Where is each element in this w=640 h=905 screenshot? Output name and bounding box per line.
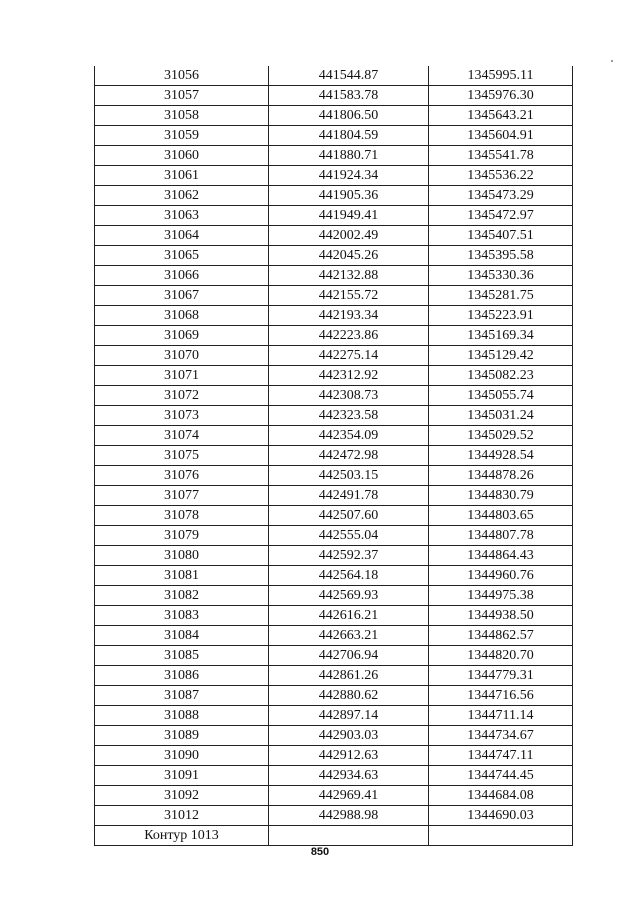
x-coordinate-cell: 441544.87 — [269, 66, 429, 86]
point-number-cell: 31074 — [95, 426, 269, 446]
point-number-cell: 31061 — [95, 166, 269, 186]
table-row — [95, 326, 573, 346]
y-coordinate-cell: 1344684.08 — [429, 786, 573, 806]
point-number-cell: 31090 — [95, 746, 269, 766]
y-coordinate-cell: 1345129.42 — [429, 346, 573, 366]
x-coordinate-cell: 442193.34 — [269, 306, 429, 326]
x-coordinate-cell: 441583.78 — [269, 86, 429, 106]
x-coordinate-cell: 442592.37 — [269, 546, 429, 566]
x-coordinate-cell: 442861.26 — [269, 666, 429, 686]
point-number-cell: 31083 — [95, 606, 269, 626]
x-coordinate-cell: 442969.41 — [269, 786, 429, 806]
y-coordinate-cell: 1344690.03 — [429, 806, 573, 826]
y-coordinate-cell: 1344779.31 — [429, 666, 573, 686]
page-number: 850 — [310, 846, 330, 858]
table-row — [95, 606, 573, 626]
point-number-cell: 31070 — [95, 346, 269, 366]
x-coordinate-cell: 442132.88 — [269, 266, 429, 286]
table-row — [95, 706, 573, 726]
x-coordinate-cell: 442706.94 — [269, 646, 429, 666]
table-row — [95, 546, 573, 566]
y-coordinate-cell: 1344975.38 — [429, 586, 573, 606]
table-row — [95, 646, 573, 666]
y-coordinate-cell: 1344820.70 — [429, 646, 573, 666]
table-row — [95, 266, 573, 286]
y-coordinate-cell: 1344830.79 — [429, 486, 573, 506]
point-number-cell: 31075 — [95, 446, 269, 466]
table-row — [95, 126, 573, 146]
x-coordinate-cell: 442491.78 — [269, 486, 429, 506]
point-number-cell: 31056 — [95, 66, 269, 86]
x-coordinate-cell: 442503.15 — [269, 466, 429, 486]
table-row — [95, 106, 573, 126]
point-number-cell: 31063 — [95, 206, 269, 226]
table-row — [95, 226, 573, 246]
point-number-cell: 31081 — [95, 566, 269, 586]
point-number-cell: 31060 — [95, 146, 269, 166]
x-coordinate-cell: 442275.14 — [269, 346, 429, 366]
y-coordinate-cell: 1345472.97 — [429, 206, 573, 226]
point-number-cell: 31086 — [95, 666, 269, 686]
x-coordinate-cell: 441804.59 — [269, 126, 429, 146]
point-number-cell: 31079 — [95, 526, 269, 546]
coordinates-table — [94, 66, 573, 846]
y-coordinate-cell: 1345604.91 — [429, 126, 573, 146]
x-coordinate-cell: 442555.04 — [269, 526, 429, 546]
y-coordinate-cell: 1345395.58 — [429, 246, 573, 266]
table-row — [95, 486, 573, 506]
x-coordinate-cell: 442564.18 — [269, 566, 429, 586]
y-coordinate-cell: 1344878.26 — [429, 466, 573, 486]
table-row — [95, 766, 573, 786]
point-number-cell: 31066 — [95, 266, 269, 286]
x-coordinate-cell: 442312.92 — [269, 366, 429, 386]
table-row — [95, 306, 573, 326]
point-number-cell: 31069 — [95, 326, 269, 346]
y-coordinate-cell: 1344716.56 — [429, 686, 573, 706]
x-coordinate-cell: 442223.86 — [269, 326, 429, 346]
table-row — [95, 806, 573, 826]
point-number-cell: 31058 — [95, 106, 269, 126]
table-row — [95, 206, 573, 226]
point-number-cell: 31078 — [95, 506, 269, 526]
y-coordinate-cell — [429, 826, 573, 846]
point-number-cell: 31062 — [95, 186, 269, 206]
y-coordinate-cell: 1344864.43 — [429, 546, 573, 566]
point-number-cell: 31064 — [95, 226, 269, 246]
point-number-cell: 31087 — [95, 686, 269, 706]
y-coordinate-cell: 1345169.34 — [429, 326, 573, 346]
y-coordinate-cell: 1344960.76 — [429, 566, 573, 586]
x-coordinate-cell: 442569.93 — [269, 586, 429, 606]
table-row — [95, 146, 573, 166]
point-number-cell: 31059 — [95, 126, 269, 146]
point-number-cell: 31088 — [95, 706, 269, 726]
x-coordinate-cell: 442323.58 — [269, 406, 429, 426]
y-coordinate-cell: 1345223.91 — [429, 306, 573, 326]
table-row — [95, 86, 573, 106]
point-number-cell: 31068 — [95, 306, 269, 326]
y-coordinate-cell: 1345995.11 — [429, 66, 573, 86]
point-number-cell: 31082 — [95, 586, 269, 606]
y-coordinate-cell: 1345029.52 — [429, 426, 573, 446]
table-row — [95, 826, 573, 846]
point-number-cell: 31073 — [95, 406, 269, 426]
table-row — [95, 466, 573, 486]
y-coordinate-cell: 1344938.50 — [429, 606, 573, 626]
y-coordinate-cell: 1345976.30 — [429, 86, 573, 106]
table-row — [95, 166, 573, 186]
point-number-cell: 31091 — [95, 766, 269, 786]
table-row — [95, 406, 573, 426]
table-row — [95, 366, 573, 386]
table-row — [95, 286, 573, 306]
point-number-cell: 31089 — [95, 726, 269, 746]
table-row — [95, 446, 573, 466]
x-coordinate-cell: 441806.50 — [269, 106, 429, 126]
x-coordinate-cell: 441949.41 — [269, 206, 429, 226]
point-number-cell: 31092 — [95, 786, 269, 806]
x-coordinate-cell: 442155.72 — [269, 286, 429, 306]
table-row — [95, 426, 573, 446]
x-coordinate-cell: 442045.26 — [269, 246, 429, 266]
x-coordinate-cell — [269, 826, 429, 846]
y-coordinate-cell: 1345536.22 — [429, 166, 573, 186]
y-coordinate-cell: 1345407.51 — [429, 226, 573, 246]
table-row — [95, 386, 573, 406]
x-coordinate-cell: 442988.98 — [269, 806, 429, 826]
x-coordinate-cell: 442472.98 — [269, 446, 429, 466]
point-number-cell: 31072 — [95, 386, 269, 406]
table-row — [95, 666, 573, 686]
coordinates-table-body — [95, 66, 573, 846]
table-row — [95, 566, 573, 586]
y-coordinate-cell: 1345031.24 — [429, 406, 573, 426]
y-coordinate-cell: 1344734.67 — [429, 726, 573, 746]
scan-speck — [611, 60, 613, 62]
y-coordinate-cell: 1344711.14 — [429, 706, 573, 726]
x-coordinate-cell: 442880.62 — [269, 686, 429, 706]
point-number-cell: 31076 — [95, 466, 269, 486]
x-coordinate-cell: 441880.71 — [269, 146, 429, 166]
point-number-cell: 31012 — [95, 806, 269, 826]
x-coordinate-cell: 442002.49 — [269, 226, 429, 246]
table-row — [95, 186, 573, 206]
y-coordinate-cell: 1345643.21 — [429, 106, 573, 126]
x-coordinate-cell: 442616.21 — [269, 606, 429, 626]
table-row — [95, 786, 573, 806]
point-number-cell: 31071 — [95, 366, 269, 386]
table-row — [95, 526, 573, 546]
table-row — [95, 506, 573, 526]
table-row — [95, 686, 573, 706]
y-coordinate-cell: 1344807.78 — [429, 526, 573, 546]
y-coordinate-cell: 1345082.23 — [429, 366, 573, 386]
x-coordinate-cell: 442912.63 — [269, 746, 429, 766]
point-number-cell: 31080 — [95, 546, 269, 566]
x-coordinate-cell: 442934.63 — [269, 766, 429, 786]
table-row — [95, 626, 573, 646]
x-coordinate-cell: 442354.09 — [269, 426, 429, 446]
x-coordinate-cell: 442663.21 — [269, 626, 429, 646]
y-coordinate-cell: 1344744.45 — [429, 766, 573, 786]
point-number-cell: 31077 — [95, 486, 269, 506]
table-row — [95, 726, 573, 746]
table-row — [95, 246, 573, 266]
point-number-cell: 31084 — [95, 626, 269, 646]
y-coordinate-cell: 1344862.57 — [429, 626, 573, 646]
y-coordinate-cell: 1344928.54 — [429, 446, 573, 466]
x-coordinate-cell: 441924.34 — [269, 166, 429, 186]
table-row — [95, 346, 573, 366]
x-coordinate-cell: 442308.73 — [269, 386, 429, 406]
table-row — [95, 586, 573, 606]
y-coordinate-cell: 1345281.75 — [429, 286, 573, 306]
y-coordinate-cell: 1345330.36 — [429, 266, 573, 286]
x-coordinate-cell: 442903.03 — [269, 726, 429, 746]
point-number-cell: 31065 — [95, 246, 269, 266]
y-coordinate-cell: 1345473.29 — [429, 186, 573, 206]
point-number-cell: 31067 — [95, 286, 269, 306]
y-coordinate-cell: 1345055.74 — [429, 386, 573, 406]
x-coordinate-cell: 442507.60 — [269, 506, 429, 526]
y-coordinate-cell: 1344803.65 — [429, 506, 573, 526]
x-coordinate-cell: 442897.14 — [269, 706, 429, 726]
x-coordinate-cell: 441905.36 — [269, 186, 429, 206]
point-number-cell: 31085 — [95, 646, 269, 666]
table-row — [95, 66, 573, 86]
y-coordinate-cell: 1344747.11 — [429, 746, 573, 766]
point-number-cell: 31057 — [95, 86, 269, 106]
y-coordinate-cell: 1345541.78 — [429, 146, 573, 166]
point-number-cell: Контур 1013 — [95, 826, 269, 846]
table-row — [95, 746, 573, 766]
